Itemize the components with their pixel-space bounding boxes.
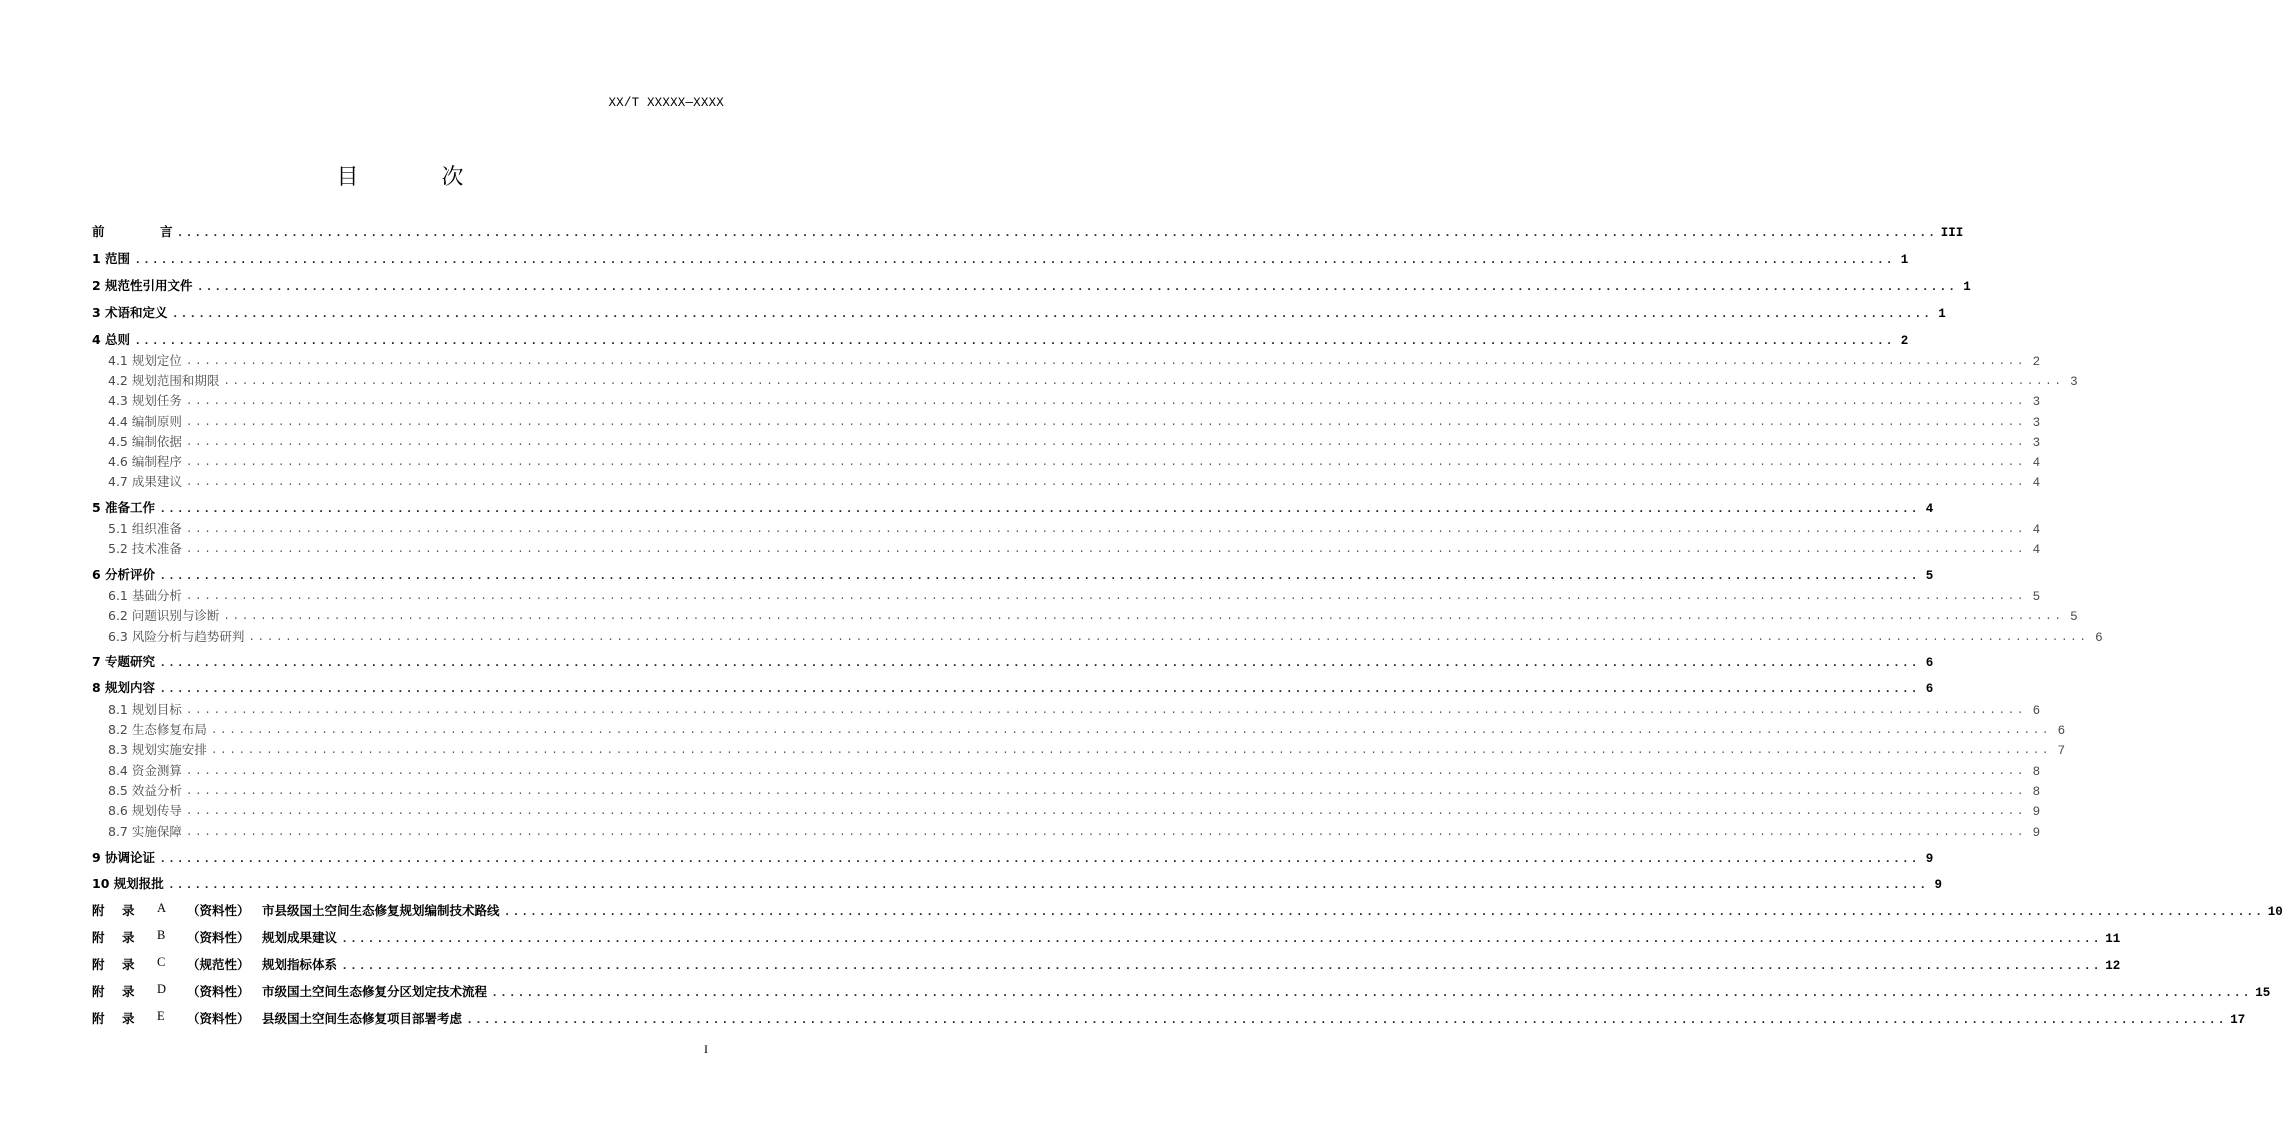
dot-leader: ........................................................................................................................................................................................................ — [185, 457, 2027, 469]
toc-entry-section[interactable] — [92, 249, 1909, 267]
toc-label: 4.4 编制原则 — [108, 414, 182, 429]
toc-page-number: 6 — [2095, 631, 2103, 645]
toc-page-number: 9 — [1934, 878, 1942, 892]
dot-leader: ........................................................................................................................................................................................................ — [185, 591, 2027, 603]
toc-page-number: 4 — [2032, 456, 2041, 470]
dot-leader: ........................................................................................................................................................................................................ — [159, 569, 1920, 583]
toc-label: 5 准备工作 — [92, 500, 156, 515]
toc-label: 前 言 — [92, 224, 173, 239]
toc-page-number: 8 — [2032, 765, 2041, 779]
toc-page-number: 3 — [2032, 395, 2041, 409]
toc-label: 6.1 基础分析 — [108, 588, 182, 603]
toc-page-number: 3 — [2032, 436, 2041, 450]
dot-leader: ........................................................................................................................................................................................................ — [185, 437, 2027, 449]
toc-label: 1 范围 — [92, 251, 131, 266]
toc-entry-subsection[interactable] — [108, 781, 2041, 799]
appendix-label: 附 录 D （资料性） 市级国土空间生态修复分区划定技术流程 — [92, 982, 488, 999]
toc-entry-subsection[interactable] — [108, 472, 2041, 490]
toc-page-number: 9 — [2032, 826, 2041, 840]
toc-label: 8 规划内容 — [92, 680, 156, 695]
toc-page-number: 6 — [2057, 724, 2066, 738]
toc-label: 6.2 问题识别与诊断 — [108, 608, 220, 623]
dot-leader: ........................................................................................................................................................................................................ — [210, 745, 2052, 757]
toc-entry-subsection[interactable] — [108, 391, 2041, 409]
toc-entry-subsection[interactable] — [108, 801, 2041, 819]
toc-page-number: 3 — [2032, 416, 2041, 430]
toc-entry-section[interactable] — [92, 498, 1934, 516]
toc-entry-appendix[interactable] — [92, 955, 2121, 973]
toc-entry-subsection[interactable] — [108, 740, 2066, 758]
dot-leader: ........................................................................................................................................................................................................ — [159, 682, 1920, 696]
toc-label: 8.5 效益分析 — [108, 783, 182, 798]
toc-page-number: 2 — [1900, 334, 1909, 348]
dot-leader: ........................................................................................................................................................................................................ — [134, 253, 1895, 267]
toc-label: 6 分析评价 — [92, 567, 156, 582]
toc-page-number: 5 — [1925, 569, 1934, 583]
dot-leader: ........................................................................................................................................................................................................ — [185, 544, 2027, 556]
toc-label: 8.4 资金测算 — [108, 763, 182, 778]
toc-label: 8.7 实施保障 — [108, 824, 182, 839]
dot-leader: ........................................................................................................................................................................................................ — [185, 806, 2027, 818]
page-folio: I — [704, 1042, 708, 1056]
toc-entry-subsection[interactable] — [108, 351, 2041, 369]
toc-page-number: 5 — [2032, 590, 2041, 604]
toc-label: 5.1 组织准备 — [108, 521, 182, 536]
toc-entry-subsection[interactable] — [108, 412, 2041, 430]
toc-entry-subsection[interactable] — [108, 371, 2078, 389]
toc-entry-subsection[interactable] — [108, 720, 2066, 738]
toc-entry-appendix[interactable] — [92, 901, 2283, 919]
toc-page-number: 5 — [2070, 610, 2078, 624]
toc-entry-subsection[interactable] — [108, 539, 2041, 557]
toc-entry-section[interactable] — [92, 303, 1946, 321]
toc-entry-section[interactable] — [92, 276, 1971, 294]
toc-page-number: 2 — [2032, 355, 2041, 369]
toc-label: 6.3 风险分析与趋势研判 — [108, 629, 245, 644]
toc-label: 4.5 编制依据 — [108, 434, 182, 449]
toc-entry-subsection[interactable] — [108, 452, 2041, 470]
dot-leader: ........................................................................................................................................................................................................ — [171, 307, 1932, 321]
dot-leader: ........................................................................................................................................................................................................ — [185, 356, 2027, 368]
document-number: XX/T XXXXX—XXXX — [608, 96, 724, 110]
dot-leader: ........................................................................................................................................................................................................ — [341, 959, 2102, 973]
dot-leader: ........................................................................................................................................................................................................ — [210, 725, 2052, 737]
toc-page-number: 6 — [1925, 682, 1934, 696]
toc-page-number: 4 — [2032, 543, 2041, 557]
toc-label: 4.3 规划任务 — [108, 393, 182, 408]
toc-label: 2 规范性引用文件 — [92, 278, 193, 293]
dot-leader: ........................................................................................................................................................................................................ — [223, 376, 2064, 388]
toc-entry-appendix[interactable] — [92, 982, 2271, 1000]
toc-entry-appendix[interactable] — [92, 928, 2121, 946]
dot-leader: ........................................................................................................................................................................................................ — [196, 280, 1957, 294]
toc-entry-subsection[interactable] — [108, 700, 2041, 718]
toc-label: 7 专题研究 — [92, 654, 156, 669]
dot-leader: ........................................................................................................................................................................................................ — [185, 524, 2027, 536]
appendix-label: 附 录 B （资料性） 规划成果建议 — [92, 928, 338, 945]
toc-label: 8.3 规划实施安排 — [108, 742, 207, 757]
appendix-label: 附 录 C （规范性） 规划指标体系 — [92, 955, 338, 972]
dot-leader: ........................................................................................................................................................................................................ — [248, 632, 2089, 644]
dot-leader: ........................................................................................................................................................................................................ — [491, 986, 2252, 1000]
dot-leader: ........................................................................................................................................................................................................ — [185, 766, 2027, 778]
dot-leader: ........................................................................................................................................................................................................ — [341, 932, 2102, 946]
dot-leader: ........................................................................................................................................................................................................ — [185, 396, 2027, 408]
toc-page-number: 3 — [2070, 375, 2078, 389]
toc-page-number: 1 — [1938, 307, 1946, 321]
dot-leader: ........................................................................................................................................................................................................ — [176, 226, 1937, 240]
toc-entry-section[interactable] — [92, 874, 1942, 892]
toc-label: 10 规划报批 — [92, 876, 164, 891]
toc-page-number: 15 — [2255, 986, 2271, 1000]
toc-entry-subsection[interactable] — [108, 761, 2041, 779]
toc-entry-subsection[interactable] — [108, 606, 2078, 624]
dot-leader: ........................................................................................................................................................................................................ — [134, 334, 1895, 348]
toc-page-number: 4 — [1925, 502, 1934, 516]
toc-label: 5.2 技术准备 — [108, 541, 182, 556]
toc-page-number: 1 — [1963, 280, 1971, 294]
toc-page-number: 8 — [2032, 785, 2041, 799]
dot-leader: ........................................................................................................................................................................................................ — [466, 1013, 2227, 1027]
toc-entry-section[interactable] — [92, 848, 1934, 866]
toc-entry-subsection[interactable] — [108, 627, 2103, 645]
toc-label: 8.6 规划传导 — [108, 803, 182, 818]
toc-entry-section[interactable] — [92, 330, 1909, 348]
appendix-label: 附 录 E （资料性） 县级国土空间生态修复项目部署考虑 — [92, 1009, 463, 1026]
toc-label: 4.6 编制程序 — [108, 454, 182, 469]
toc-label: 4.2 规划范围和期限 — [108, 373, 220, 388]
toc-page-number: 17 — [2230, 1013, 2246, 1027]
toc-entry-appendix[interactable] — [92, 1009, 2246, 1027]
toc-label: 4.7 成果建议 — [108, 474, 182, 489]
toc-label: 4 总则 — [92, 332, 131, 347]
toc-label: 3 术语和定义 — [92, 305, 168, 320]
toc-page-number: 4 — [2032, 476, 2041, 490]
toc-label: 9 协调论证 — [92, 850, 156, 865]
dot-leader: ........................................................................................................................................................................................................ — [159, 502, 1920, 516]
toc-page-number: 4 — [2032, 523, 2041, 537]
toc-entry-subsection[interactable] — [108, 822, 2041, 840]
toc-page-number: 10 — [2267, 905, 2283, 919]
toc-entry-subsection[interactable] — [108, 432, 2041, 450]
toc-label: 8.1 规划目标 — [108, 702, 182, 717]
dot-leader: ........................................................................................................................................................................................................ — [159, 656, 1920, 670]
toc-entry-foreword[interactable] — [92, 222, 1964, 240]
toc-page-number: 9 — [1925, 852, 1934, 866]
toc-label: 4.1 规划定位 — [108, 353, 182, 368]
appendix-label: 附 录 A （资料性） 市县级国土空间生态修复规划编制技术路线 — [92, 901, 500, 918]
toc-page-number: 6 — [2032, 704, 2041, 718]
dot-leader: ........................................................................................................................................................................................................ — [185, 705, 2027, 717]
toc-page-number: 1 — [1900, 253, 1909, 267]
toc-page-number: 11 — [2105, 932, 2121, 946]
dot-leader: ........................................................................................................................................................................................................ — [185, 477, 2027, 489]
dot-leader: ........................................................................................................................................................................................................ — [185, 827, 2027, 839]
toc-entry-section[interactable] — [92, 565, 1934, 583]
toc-entry-subsection[interactable] — [108, 586, 2041, 604]
dot-leader: ........................................................................................................................................................................................................ — [503, 905, 2264, 919]
dot-leader: ........................................................................................................................................................................................................ — [167, 878, 1928, 892]
toc-page-number: 6 — [1925, 656, 1934, 670]
toc-title: 目 次 — [336, 165, 502, 190]
toc-entry-section[interactable] — [92, 678, 1934, 696]
dot-leader: ........................................................................................................................................................................................................ — [223, 611, 2064, 623]
toc-entry-subsection[interactable] — [108, 519, 2041, 537]
toc-page-number: 12 — [2105, 959, 2121, 973]
toc-page-number: 9 — [2032, 805, 2041, 819]
toc-label: 8.2 生态修复布局 — [108, 722, 207, 737]
toc-entry-section[interactable] — [92, 652, 1934, 670]
dot-leader: ........................................................................................................................................................................................................ — [159, 852, 1920, 866]
dot-leader: ........................................................................................................................................................................................................ — [185, 786, 2027, 798]
toc-page-number: III — [1940, 226, 1964, 240]
toc-page-number: 7 — [2057, 744, 2066, 758]
dot-leader: ........................................................................................................................................................................................................ — [185, 417, 2027, 429]
